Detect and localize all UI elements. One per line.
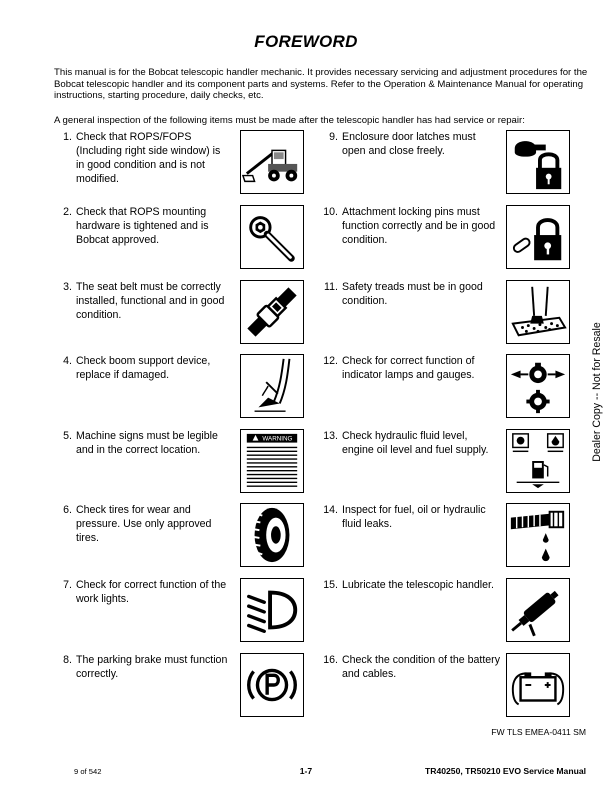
- fluid-leak-icon: [506, 503, 570, 567]
- item-number: 9.: [329, 131, 338, 143]
- item-text: Safety treads must be in good condition.: [342, 281, 483, 307]
- document-reference: FW TLS EMEA-0411 SM: [491, 727, 586, 737]
- warning-label: WARNING: [262, 435, 293, 443]
- item-number: 5.: [63, 430, 72, 442]
- item-number: 16.: [323, 654, 338, 666]
- indicator-lamp-icon: [506, 354, 570, 418]
- door-latch-icon: [506, 130, 570, 194]
- parking-brake-icon: [240, 653, 304, 717]
- safety-tread-icon: [506, 280, 570, 344]
- item-text: Check for correct function of indicator lamps and gauges.: [342, 355, 475, 381]
- watermark-sidebar: [586, 312, 608, 472]
- fluid-level-icon: [506, 429, 570, 493]
- warning-sign-icon: [240, 429, 304, 493]
- item-text: The seat belt must be correctly installed, functional and in good condition.: [76, 281, 225, 321]
- wrench-icon: [240, 205, 304, 269]
- battery-icon: [506, 653, 570, 717]
- boom-support-icon: [240, 354, 304, 418]
- seat-belt-icon: [240, 280, 304, 344]
- grease-gun-icon: [506, 578, 570, 642]
- intro-paragraph: This manual is for the Bobcat telescopic handler mechanic. It provides necessary servicing and adjustment procedures for the Bobcat telescopic handler and its component parts and systems. Refer to the Operation & Maintenance Manual for operating instructions, starting procedure, daily checks, etc.: [54, 67, 588, 102]
- item-number: 6.: [63, 504, 72, 516]
- item-text: Check boom support device, replace if damaged.: [76, 355, 211, 381]
- item-text: Lubricate the telescopic handler.: [342, 579, 494, 591]
- item-number: 11.: [324, 281, 338, 293]
- item-number: 4.: [63, 355, 72, 367]
- footer-page-number: 1-7: [299, 766, 313, 776]
- item-text: Enclosure door latches must open and close freely.: [342, 131, 476, 157]
- item-text: Machine signs must be legible and in the correct location.: [76, 430, 218, 456]
- page-title: FOREWORD: [254, 32, 358, 51]
- item-number: 10.: [323, 206, 338, 218]
- item-number: 8.: [63, 654, 72, 666]
- work-light-icon: [240, 578, 304, 642]
- item-text: Check that ROPS/FOPS (Including right side window) is in good condition and is not modified.: [76, 131, 221, 185]
- item-number: 12.: [323, 355, 338, 367]
- item-number: 7.: [63, 579, 72, 591]
- item-number: 14.: [323, 504, 338, 516]
- item-text: Check tires for wear and pressure. Use only approved tires.: [76, 504, 212, 544]
- item-text: Check that ROPS mounting hardware is tightened and is Bobcat approved.: [76, 206, 209, 246]
- item-number: 3.: [63, 281, 72, 293]
- item-text: Attachment locking pins must function correctly and be in good condition.: [342, 206, 496, 246]
- item-number: 15.: [323, 579, 338, 591]
- item-text: Check for correct function of the work lights.: [76, 579, 227, 605]
- footer-manual-title: TR40250, TR50210 EVO Service Manual: [425, 766, 586, 776]
- item-number: 2.: [63, 206, 72, 218]
- item-number: 1.: [63, 131, 72, 143]
- watermark-text: Dealer Copy -- Not for Resale: [591, 322, 603, 462]
- item-text: Check hydraulic fluid level, engine oil level and fuel supply.: [342, 430, 489, 456]
- telehandler-icon: [240, 130, 304, 194]
- tire-icon: [240, 503, 304, 567]
- item-number: 13.: [323, 430, 338, 442]
- footer-page-count: 9 of 542: [74, 767, 102, 776]
- item-text: Inspect for fuel, oil or hydraulic fluid leaks.: [342, 504, 486, 530]
- inspection-intro: A general inspection of the following items must be made after the telescopic handler has had service or repair:: [54, 115, 525, 126]
- locking-pin-icon: [506, 205, 570, 269]
- item-text: The parking brake must function correctly.: [76, 654, 228, 680]
- item-text: Check the condition of the battery and cables.: [342, 654, 500, 680]
